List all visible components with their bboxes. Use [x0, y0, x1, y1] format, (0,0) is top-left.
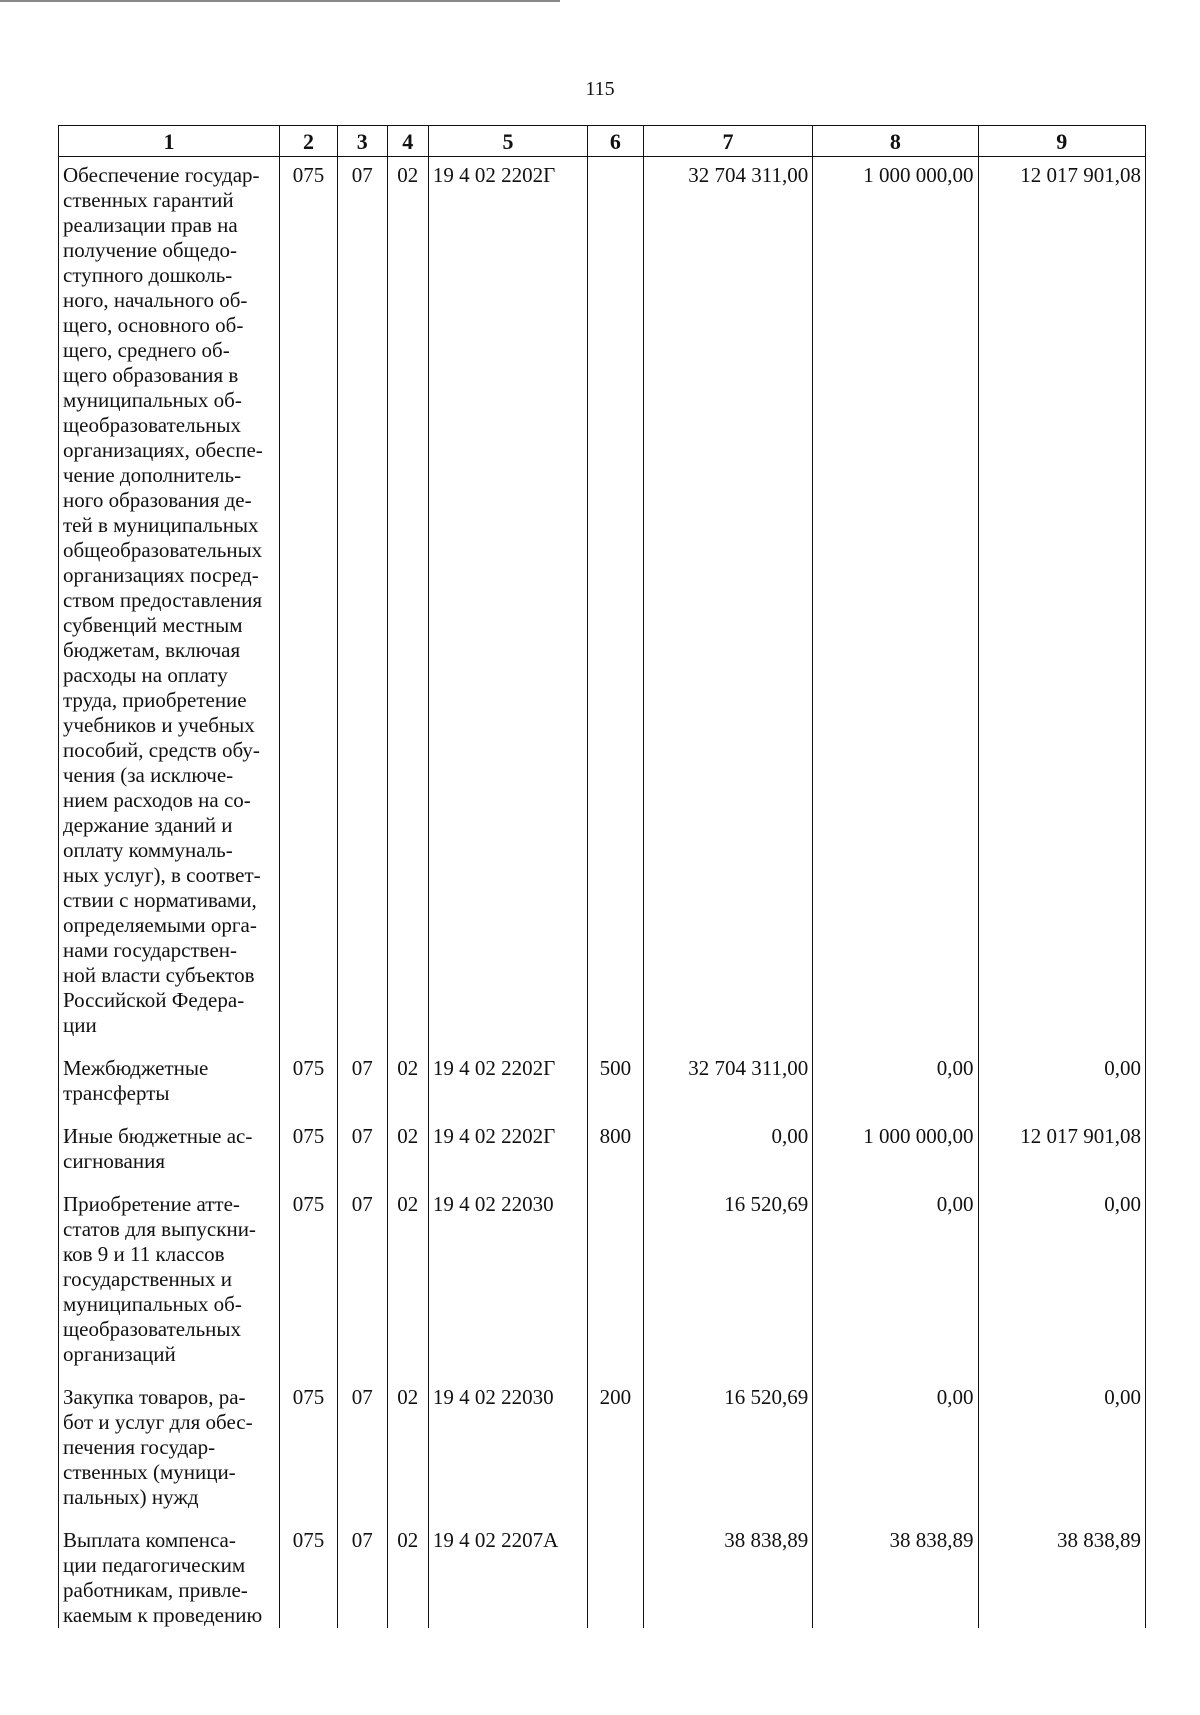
cell-col2: 075 — [280, 1118, 338, 1186]
row-name: Обеспечение государ- ственных гарантий реализации прав на получение общедо- ступного дошколь- ного, начального об- щего, основного об- щего, среднего об- щего образования в муниципальных об- щеобразовательных организациях, обеспе- чение дополнитель- ного образования де- тей в муниципальных общеобразовательных организациях посред- ством предоставления субвенций местным бюджетам, включая расходы на оплату труда, приобретение учебников и учебных пособий, средств обу- чения (за исключе- нием расходов на со- держание зданий и оплату коммуналь- ных услуг), в соответ- ствии с нормативами, определяемыми орга- нами государствен- ной власти субъектов Российской Федера- ции — [59, 157, 280, 1051]
row-name: Выплата компенса- ции педагогическим работникам, привле- каемым к проведению — [59, 1522, 280, 1628]
column-header: 4 — [387, 126, 428, 157]
cell-col7: 16 520,69 — [643, 1186, 812, 1379]
cell-col7: 16 520,69 — [643, 1379, 812, 1522]
row-name: Межбюджетные трансферты — [59, 1050, 280, 1118]
cell-col4: 02 — [387, 157, 428, 1051]
table-row — [59, 1379, 1146, 1522]
cell-col5: 19 4 02 2202Г — [428, 1050, 587, 1118]
cell-col8: 38 838,89 — [813, 1522, 978, 1628]
cell-col8: 0,00 — [813, 1186, 978, 1379]
cell-col9: 38 838,89 — [978, 1522, 1145, 1628]
cell-col9: 12 017 901,08 — [978, 157, 1145, 1051]
cell-col6: 500 — [588, 1050, 644, 1118]
cell-col2: 075 — [280, 1050, 338, 1118]
cell-col4: 02 — [387, 1186, 428, 1379]
cell-col5: 19 4 02 22030 — [428, 1186, 587, 1379]
cell-col4: 02 — [387, 1522, 428, 1628]
cell-col6: 200 — [588, 1379, 644, 1522]
table-row — [59, 1050, 1146, 1118]
cell-col8: 1 000 000,00 — [813, 1118, 978, 1186]
cell-col5: 19 4 02 2207А — [428, 1522, 587, 1628]
cell-col9: 0,00 — [978, 1379, 1145, 1522]
cell-col9: 12 017 901,08 — [978, 1118, 1145, 1186]
column-header: 5 — [428, 126, 587, 157]
column-header: 1 — [59, 126, 280, 157]
cell-col5: 19 4 02 22030 — [428, 1379, 587, 1522]
cell-col7: 32 704 311,00 — [643, 157, 812, 1051]
cell-col3: 07 — [337, 1050, 387, 1118]
table-row — [59, 1118, 1146, 1186]
table-row — [59, 1186, 1146, 1379]
cell-col4: 02 — [387, 1118, 428, 1186]
row-name: Иные бюджетные ас- сигнования — [59, 1118, 280, 1186]
column-header: 8 — [813, 126, 978, 157]
cell-col5: 19 4 02 2202Г — [428, 1118, 587, 1186]
cell-col6: 800 — [588, 1118, 644, 1186]
column-header: 2 — [280, 126, 338, 157]
cell-col3: 07 — [337, 1186, 387, 1379]
budget-table — [58, 125, 1146, 1628]
cell-col5: 19 4 02 2202Г — [428, 157, 587, 1051]
table-header-row — [59, 126, 1146, 157]
cell-col2: 075 — [280, 1186, 338, 1379]
column-header: 3 — [337, 126, 387, 157]
table-row — [59, 1522, 1146, 1628]
cell-col2: 075 — [280, 1522, 338, 1628]
cell-col2: 075 — [280, 157, 338, 1051]
cell-col4: 02 — [387, 1379, 428, 1522]
cell-col9: 0,00 — [978, 1186, 1145, 1379]
column-header: 6 — [588, 126, 644, 157]
column-header: 9 — [978, 126, 1145, 157]
page-number: 115 — [585, 78, 615, 100]
cell-col8: 0,00 — [813, 1379, 978, 1522]
cell-col6 — [588, 157, 644, 1051]
cell-col3: 07 — [337, 1118, 387, 1186]
table-row — [59, 157, 1146, 1051]
cell-col3: 07 — [337, 1522, 387, 1628]
cell-col6 — [588, 1186, 644, 1379]
cell-col6 — [588, 1522, 644, 1628]
column-header: 7 — [643, 126, 812, 157]
cell-col7: 38 838,89 — [643, 1522, 812, 1628]
cell-col7: 0,00 — [643, 1118, 812, 1186]
cell-col3: 07 — [337, 157, 387, 1051]
cell-col7: 32 704 311,00 — [643, 1050, 812, 1118]
row-name: Закупка товаров, ра- бот и услуг для обес- печения государ- ственных (муници- пальных) нужд — [59, 1379, 280, 1522]
cell-col2: 075 — [280, 1379, 338, 1522]
cell-col8: 1 000 000,00 — [813, 157, 978, 1051]
cell-col8: 0,00 — [813, 1050, 978, 1118]
row-name: Приобретение атте- статов для выпускни- ков 9 и 11 классов государственных и муниципальных об- щеобразовательных организаций — [59, 1186, 280, 1379]
scan-edge-line — [0, 0, 560, 2]
cell-col4: 02 — [387, 1050, 428, 1118]
cell-col9: 0,00 — [978, 1050, 1145, 1118]
cell-col3: 07 — [337, 1379, 387, 1522]
